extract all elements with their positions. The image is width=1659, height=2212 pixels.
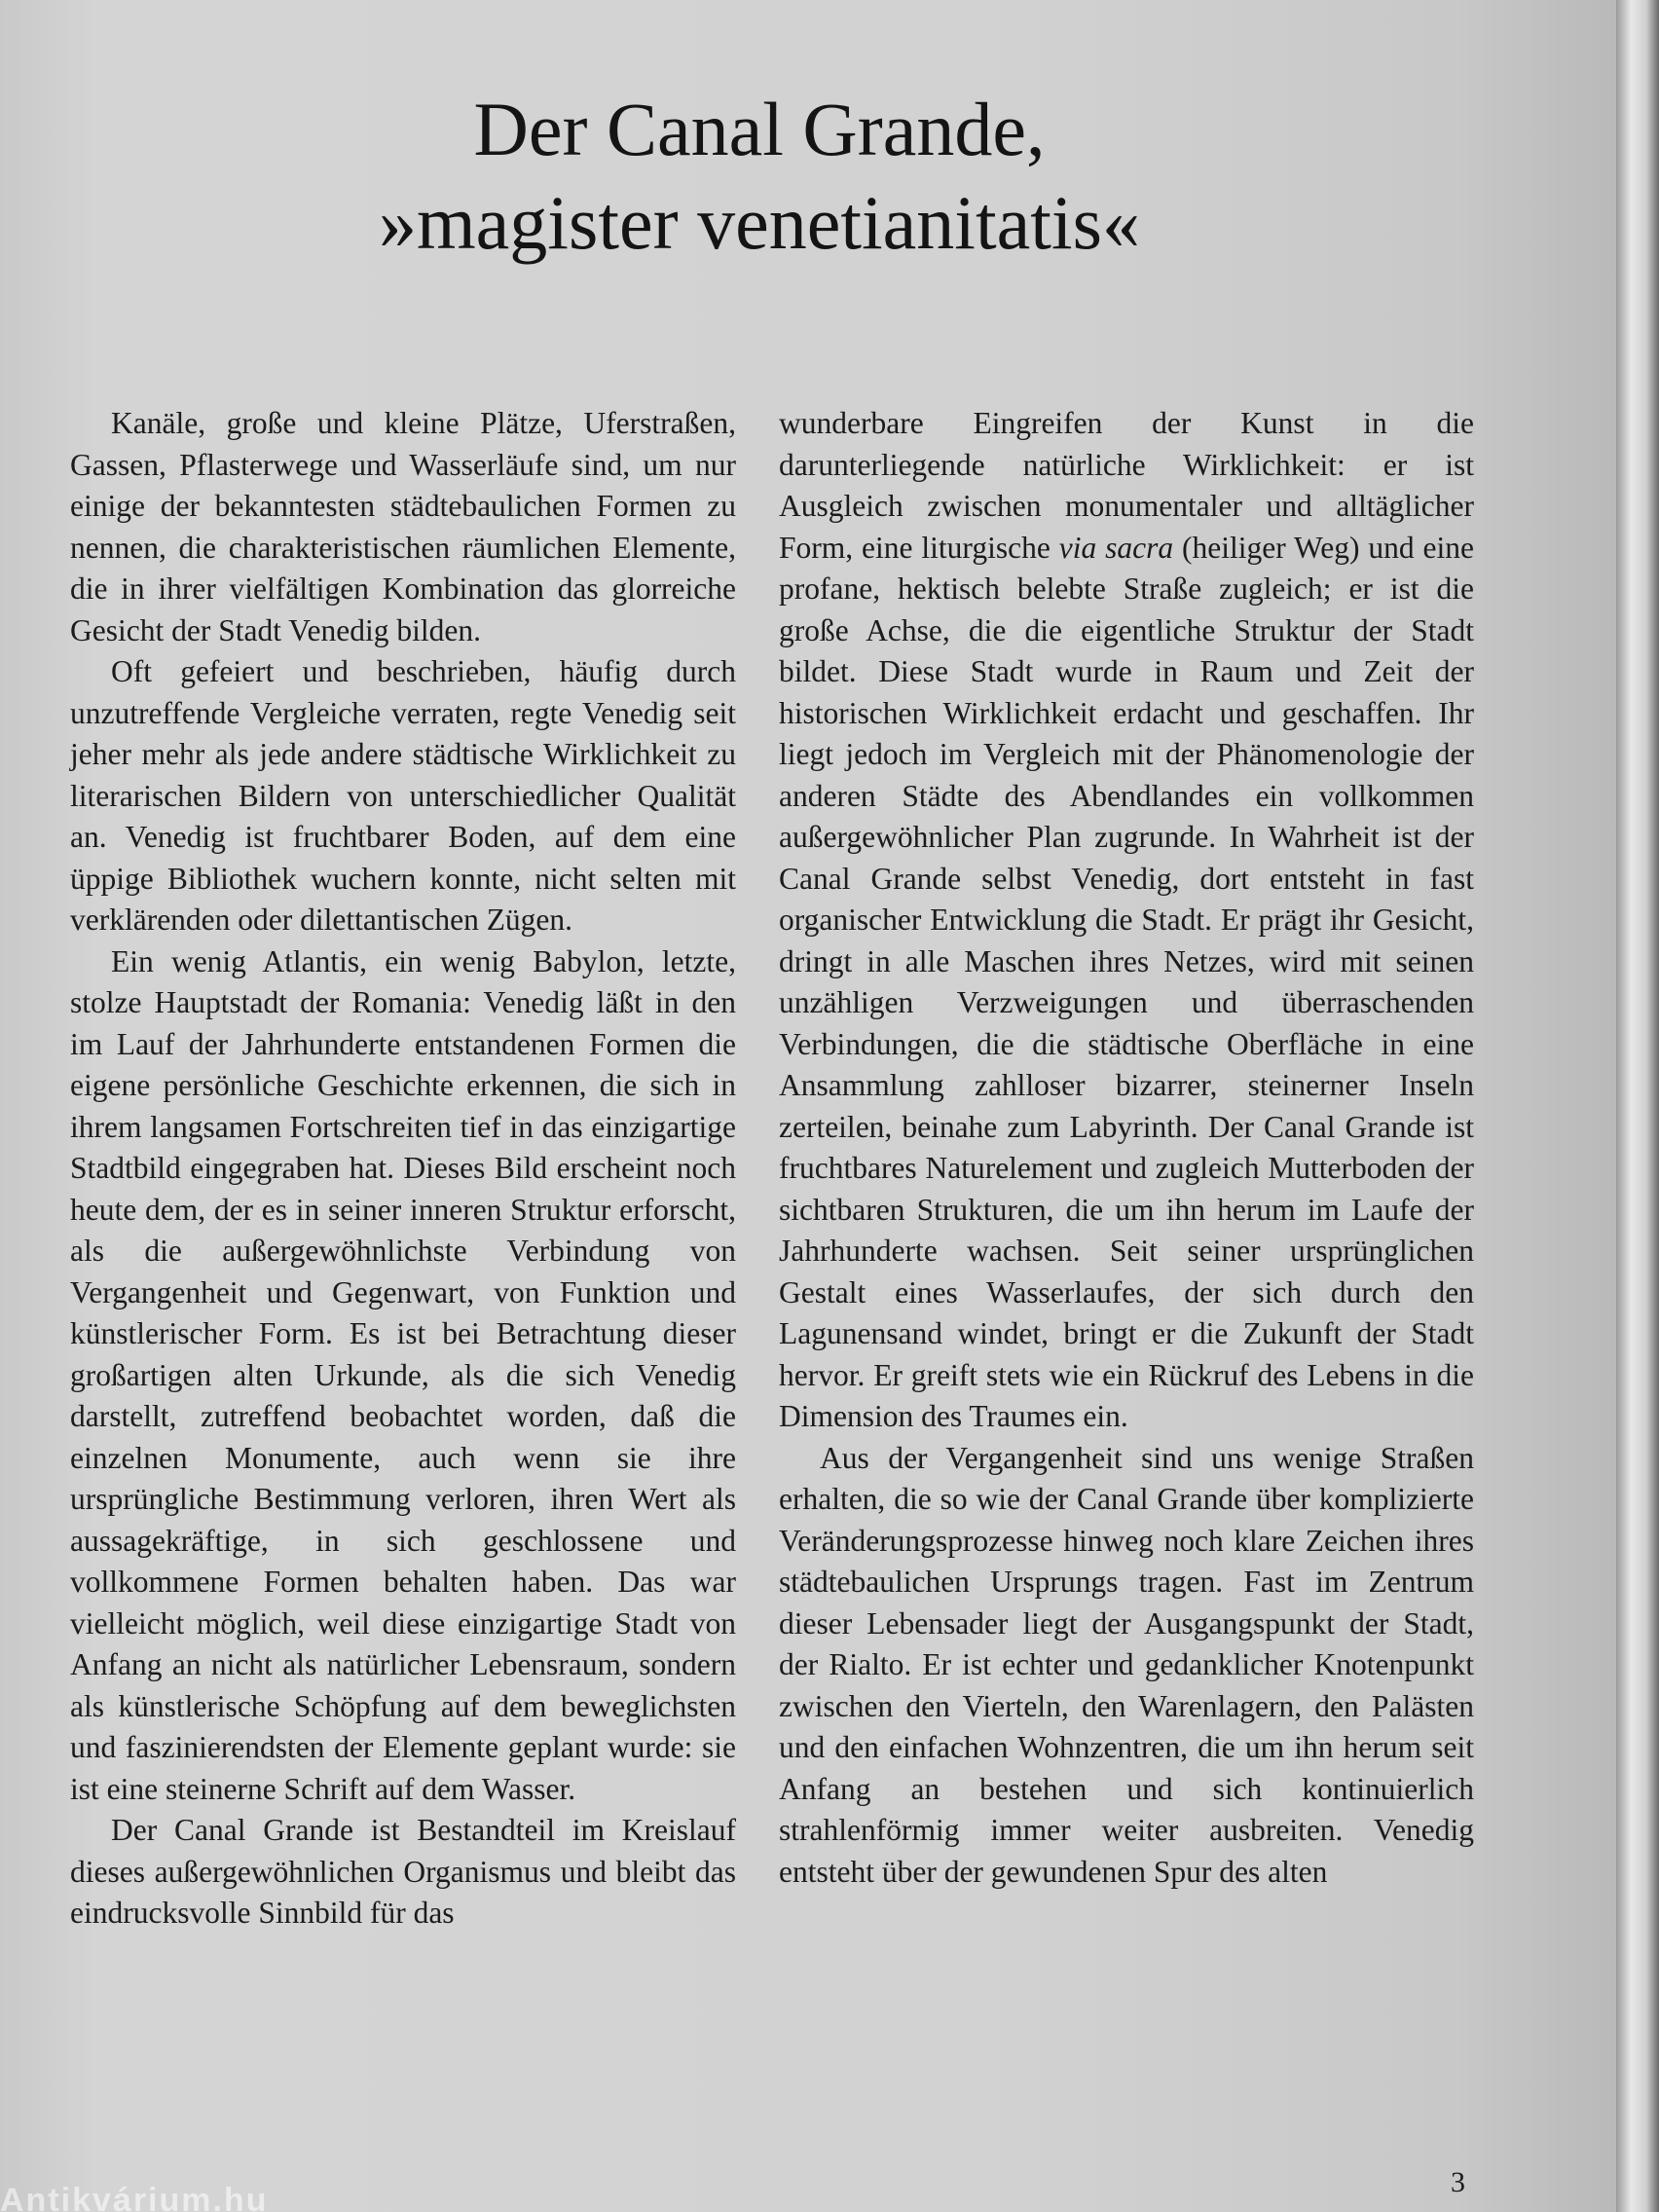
paragraph: Der Canal Grande ist Bestandteil im Kreislauf dieses außergewöhnlichen Organismus und bleibt das eindrucksvolle Sinnbild für das: [70, 1813, 736, 1930]
italic-term: via sacra: [1058, 530, 1174, 565]
paragraph: Kanäle, große und kleine Plätze, Uferstraßen, Gassen, Pflasterwege und Wasserläufe sind, um nur einige der bekanntesten städtebaulichen Formen zu nennen, die charakteristischen räumlichen Elemente, die in ihrer vielfältigen Kombination das glorreiche Gesicht der Stadt Venedig bilden.: [70, 406, 736, 647]
left-text-column: [70, 403, 736, 1935]
watermark-logo: Antikvárium.hu: [0, 2182, 269, 2212]
paragraph: [779, 403, 1474, 1438]
paragraph-text: wunderbare Eingreifen der Kunst in die darunterliegende natürliche Wirklichkeit: er ist Ausgleich zwischen monumentaler und alltäglicher Form, eine liturgische: [779, 406, 1474, 565]
paragraph: Oft gefeiert und beschrieben, häufig durch unzutreffende Vergleiche verraten, regte Venedig seit jeher mehr als jede andere städtische Wirklichkeit zu literarischen Bildern von unterschiedlicher Qualität an. Venedig ist fruchtbarer Boden, auf dem eine üppige Bibliothek wuchern konnte, nicht selten mit verklärenden oder dilettantischen Zügen.: [70, 654, 736, 937]
chapter-title-line-1: Der Canal Grande,: [473, 87, 1046, 171]
paragraph-text: (heiliger Weg) und eine profane, hektisch belebte Straße zugleich; er ist die große Achse, die die eigentliche Struktur der Stadt bildet. Diese Stadt wurde in Raum und Zeit der historischen Wirklichkeit erdacht und geschaffen. Ihr liegt jedoch im Vergleich mit der Phänomenologie der anderen Städte des Abendlandes ein vollkommen außergewöhnlicher Plan zugrunde. In Wahrheit ist der Canal Grande selbst Venedig, dort entsteht in fast organischer Entwicklung die Stadt. Er prägt ihr Gesicht, dringt in alle Maschen ihres Netzes, wird mit seinen unzähligen Verzweigungen und überraschenden Verbindungen, die die städtische Oberfläche in eine Ansammlung zahlloser bizarrer, steinerner Inseln zerteilen, beinahe zum Labyrinth. Der Canal Grande ist fruchtbares Naturelement und zugleich Mutterboden der sichtbaren Strukturen, die um ihn herum im Laufe der Jahrhunderte wachsen. Seit seiner ursprünglichen Gestalt eines Wasserlaufes, der sich durch den Lagunensand windet, bringt er die Zukunft der Stadt hervor. Er greift stets wie ein Rückruf des Lebens in die Dimension des Traumes ein.: [779, 530, 1474, 1433]
page-number: 3: [1451, 2166, 1465, 2198]
paragraph: Aus der Vergangenheit sind uns wenige Straßen erhalten, die so wie der Canal Grande über komplizierte Veränderungsprozesse hinweg noch klare Zeichen ihres städtebaulichen Ursprungs tragen. Fast im Zentrum dieser Lebensader liegt der Ausgangspunkt der Stadt, der Rialto. Er ist echter und gedanklicher Knotenpunkt zwischen den Vierteln, den Warenlagern, den Palästen und den einfachen Wohnzentren, die um ihn herum seit Anfang an bestehen und sich kontinuierlich strahlenförmig immer weiter ausbreiten. Venedig entsteht über der gewundenen Spur des alten: [779, 1440, 1474, 1889]
right-text-column: [779, 403, 1474, 1893]
paragraph: Ein wenig Atlantis, ein wenig Babylon, letzte, stolze Hauptstadt der Romania: Venedig läßt in den im Lauf der Jahrhunderte entstandenen Formen die eigene persönliche Geschichte erkennen, die sich in ihrem langsamen Fortschreiten tief in das einzigartige Stadtbild eingegraben hat. Dieses Bild erscheint noch heute dem, der es in seiner inneren Struktur erforscht, als die außergewöhnlichste Verbindung von Vergangenheit und Gegenwart, von Funktion und künstlerischer Form. Es ist bei Betrachtung dieser großartigen alten Urkunde, als die sich Venedig darstellt, zutreffend beobachtet worden, daß die einzelnen Monumente, auch wenn sie ihre ursprüngliche Bestimmung verloren, ihren Wert als aussagekräftige, in sich geschlossene und vollkommene Formen behalten haben. Das war vielleicht möglich, weil diese einzigartige Stadt von Anfang an nicht als natürlicher Lebensraum, sondern als künstlerische Schöpfung auf dem beweglichsten und faszinierendsten der Elemente geplant wurde: sie ist eine steinerne Schrift auf dem Wasser.: [70, 943, 736, 1806]
chapter-title: [0, 83, 1519, 270]
chapter-title-line-2: »magister venetianitatis«: [379, 180, 1140, 265]
book-spine-edge: [1616, 0, 1659, 2212]
